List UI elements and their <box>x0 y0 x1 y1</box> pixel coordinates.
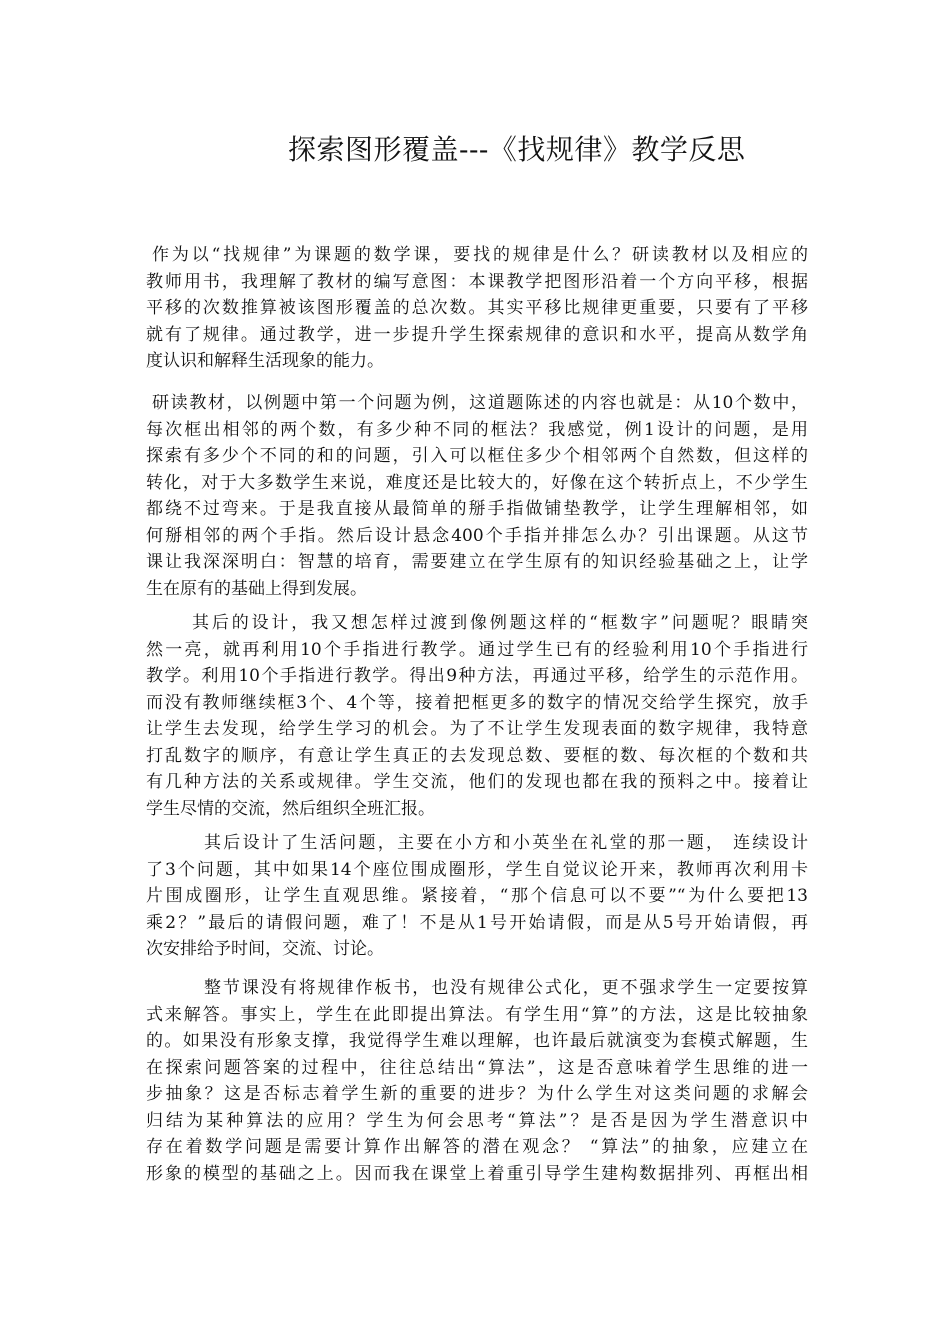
paragraph-line: 然一亮，就再利用10个手指进行教学。通过学生已有的经验利用10个手指进行 <box>146 639 808 660</box>
paragraph-line: 而没有教师继续框3个、4个等，接着把框更多的数字的情况交给学生探究，放手 <box>146 692 808 713</box>
paragraph-line: 学生尽情的交流，然后组织全班汇报。 <box>146 798 435 819</box>
paragraph-line: 的。如果没有形象支撑，我觉得学生难以理解，也许最后就演变为套模式解题，生 <box>146 1031 808 1051</box>
paragraph-line: 课让我深深明白：智慧的培育，需要建立在学生原有的知识经验基础之上，让学 <box>146 552 808 572</box>
paragraph-line: 在探索问题答案的过程中，往往总结出“算法”，这是否意味着学生思维的进一 <box>146 1057 808 1078</box>
paragraph-line: 次安排给予时间，交流、讨论。 <box>146 939 384 959</box>
paragraph-4 <box>146 830 808 963</box>
paragraph-line: 了3个问题，其中如果14个座位围成圈形，学生自觉议论开来，教师再次利用卡 <box>146 859 808 880</box>
paragraph-line: 何掰相邻的两个手指。然后设计悬念400个手指并排怎么办？引出课题。从这节 <box>146 525 808 546</box>
paragraph-line: 教师用书，我理解了教材的编写意图：本课教学把图形沿着一个方向平移，根据 <box>146 271 808 292</box>
document-title: 探索图形覆盖---《找规律》教学反思 <box>288 133 746 166</box>
paragraph-line: 转化，对于大多数学生来说，难度还是比较大的，好像在这个转折点上，不少学生 <box>146 472 808 493</box>
paragraph-line: 就有了规律。通过教学，进一步提升学生探索规律的意识和水平，提高从数学角 <box>146 324 808 345</box>
paragraph-line: 都绕不过弯来。于是我直接从最简单的掰手指做铺垫教学，让学生理解相邻，如 <box>146 499 808 519</box>
paragraph-3 <box>146 610 808 822</box>
paragraph-5 <box>146 975 808 1187</box>
paragraph-line: 平移的次数推算被该图形覆盖的总次数。其实平移比规律更重要，只要有了平移 <box>146 298 808 318</box>
paragraph-line: 让学生去发现，给学生学习的机会。为了不让学生发现表面的数字规律，我特意 <box>146 719 808 739</box>
paragraph-line: 度认识和解释生活现象的能力。 <box>146 351 384 371</box>
paragraph-line: 研读教材，以例题中第一个问题为例，这道题陈述的内容也就是：从10个数中， <box>152 393 808 413</box>
paragraph-line: 乘2？”最后的请假问题，难了！不是从1号开始请假，而是从5号开始请假，再 <box>146 912 808 933</box>
paragraph-line: 整节课没有将规律作板书，也没有规律公式化，更不强求学生一定要按算 <box>204 978 808 998</box>
paragraph-line: 式来解答。事实上，学生在此即提出算法。有学生用“算”的方法，这是比较抽象 <box>146 1004 808 1025</box>
paragraph-line: 其后设计了生活问题，主要在小方和小英坐在礼堂的那一题， 连续设计 <box>204 833 808 853</box>
paragraph-line: 教学。利用10个手指进行教学。得出9种方法，再通过平移，给学生的示范作用。 <box>146 666 808 686</box>
paragraph-line: 生在原有的基础上得到发展。 <box>146 578 367 599</box>
paragraph-1 <box>146 242 808 375</box>
paragraph-line: 步抽象？这是否标志着学生新的重要的进步？为什么学生对这类问题的求解会 <box>146 1084 808 1104</box>
paragraph-line: 打乱数字的顺序，有意让学生真正的去发现总数、要框的数、每次框的个数和共 <box>146 745 808 766</box>
paragraph-line: 作为以“找规律”为课题的数学课，要找的规律是什么？研读教材以及相应的 <box>152 245 808 265</box>
paragraph-line: 有几种方法的关系或规律。学生交流，他们的发现也都在我的预料之中。接着让 <box>146 772 808 792</box>
paragraph-2 <box>146 390 808 602</box>
paragraph-line: 探索有多少个不同的和的问题，引入可以框住多少个相邻两个自然数，但这样的 <box>146 446 808 466</box>
paragraph-line: 形象的模型的基础之上。因而我在课堂上着重引导学生建构数据排列、再框出相 <box>146 1163 808 1184</box>
paragraph-line: 片围成圈形，让学生直观思维。紧接着，“那个信息可以不要”“为什么要把13 <box>146 886 808 906</box>
paragraph-line: 每次框出相邻的两个数，有多少种不同的框法？我感觉，例1设计的问题，是用 <box>146 419 808 440</box>
paragraph-line: 其后的设计，我又想怎样过渡到像例题这样的“框数字”问题呢？眼睛突 <box>192 613 808 633</box>
paragraph-line: 归结为某种算法的应用？学生为何会思考“算法”？是否是因为学生潜意识中 <box>146 1110 808 1131</box>
paragraph-line: 存在着数学问题是需要计算作出解答的潜在观念？ “算法”的抽象，应建立在 <box>146 1137 808 1157</box>
